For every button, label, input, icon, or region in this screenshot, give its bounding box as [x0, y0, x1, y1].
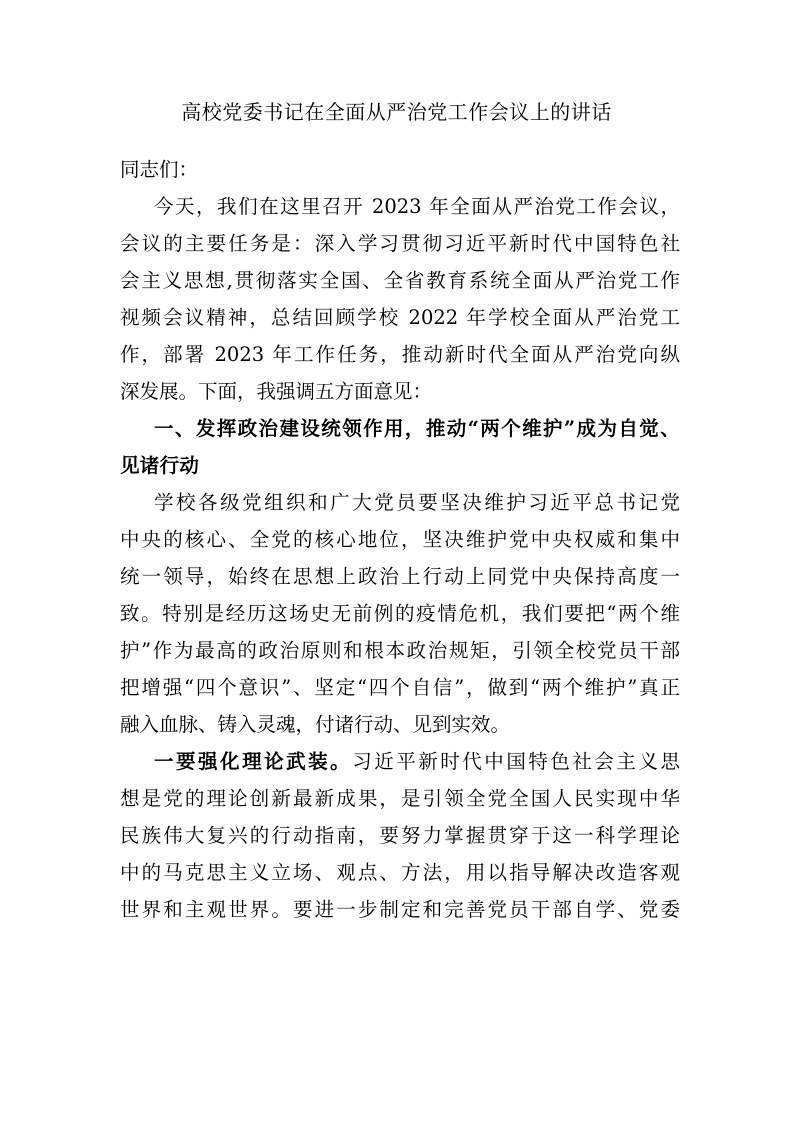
paragraph-line: 统一领导，始终在思想上政治上行动上同党中央保持高度一	[120, 565, 680, 588]
paragraph-line: 想是党的理论创新最新成果，是引领全党全国人民实现中华	[120, 787, 680, 810]
heading-line: 见诸行动	[120, 454, 200, 477]
section-heading-1	[120, 410, 680, 484]
paragraph-line: 今天，我们在这里召开 2023 年全面从严治党工作会议，	[154, 195, 680, 218]
paragraph-line: 视频会议精神，总结回顾学校 2022 年学校全面从严治党工	[120, 306, 680, 329]
paragraph-line: 中央的核心、全党的核心地位，坚决维护党中央权威和集中	[120, 528, 680, 551]
paragraph-section-1	[120, 484, 680, 743]
paragraph-line: 护”作为最高的政治原则和根本政治规矩，引领全校党员干部	[120, 639, 680, 662]
document-title: 高校党委书记在全面从严治党工作会议上的讲话	[181, 100, 612, 124]
paragraph-lede: 一要强化理论武装。	[154, 750, 353, 773]
paragraph-line: 致。特别是经历这场史无前例的疫情危机，我们要把“两个维	[120, 602, 680, 625]
heading-line: 一、发挥政治建设统领作用，推动“两个维护”成为自觉、	[154, 417, 680, 440]
document-body	[120, 151, 680, 928]
paragraph-theory	[120, 743, 680, 928]
salutation: 同志们：	[120, 158, 199, 181]
paragraph-opening	[120, 188, 680, 410]
paragraph-line-with-lede	[120, 743, 680, 780]
paragraph-line: 中的马克思主义立场、观点、方法，用以指导解决改造客观	[120, 861, 680, 884]
paragraph-line: 作，部署 2023 年工作任务，推动新时代全面从严治党向纵	[120, 343, 680, 366]
paragraph-line: 把增强“四个意识”、坚定“四个自信”，做到“两个维护”真正	[120, 676, 680, 699]
paragraph-line: 会主义思想,贯彻落实全国、全省教育系统全面从严治党工作	[120, 269, 680, 292]
paragraph-line: 深发展。下面，我强调五方面意见：	[120, 380, 433, 403]
paragraph-line-text: 习近平新时代中国特色社会主义思	[352, 750, 680, 773]
paragraph-line: 民族伟大复兴的行动指南，要努力掌握贯穿于这一科学理论	[120, 824, 680, 847]
paragraph-line: 融入血脉、铸入灵魂，付诸行动、见到实效。	[120, 713, 511, 736]
paragraph-line: 会议的主要任务是：深入学习贯彻习近平新时代中国特色社	[120, 232, 680, 255]
paragraph-line: 学校各级党组织和广大党员要坚决维护习近平总书记党	[154, 491, 680, 514]
paragraph-line: 世界和主观世界。要进一步制定和完善党员干部自学、党委	[120, 898, 680, 921]
